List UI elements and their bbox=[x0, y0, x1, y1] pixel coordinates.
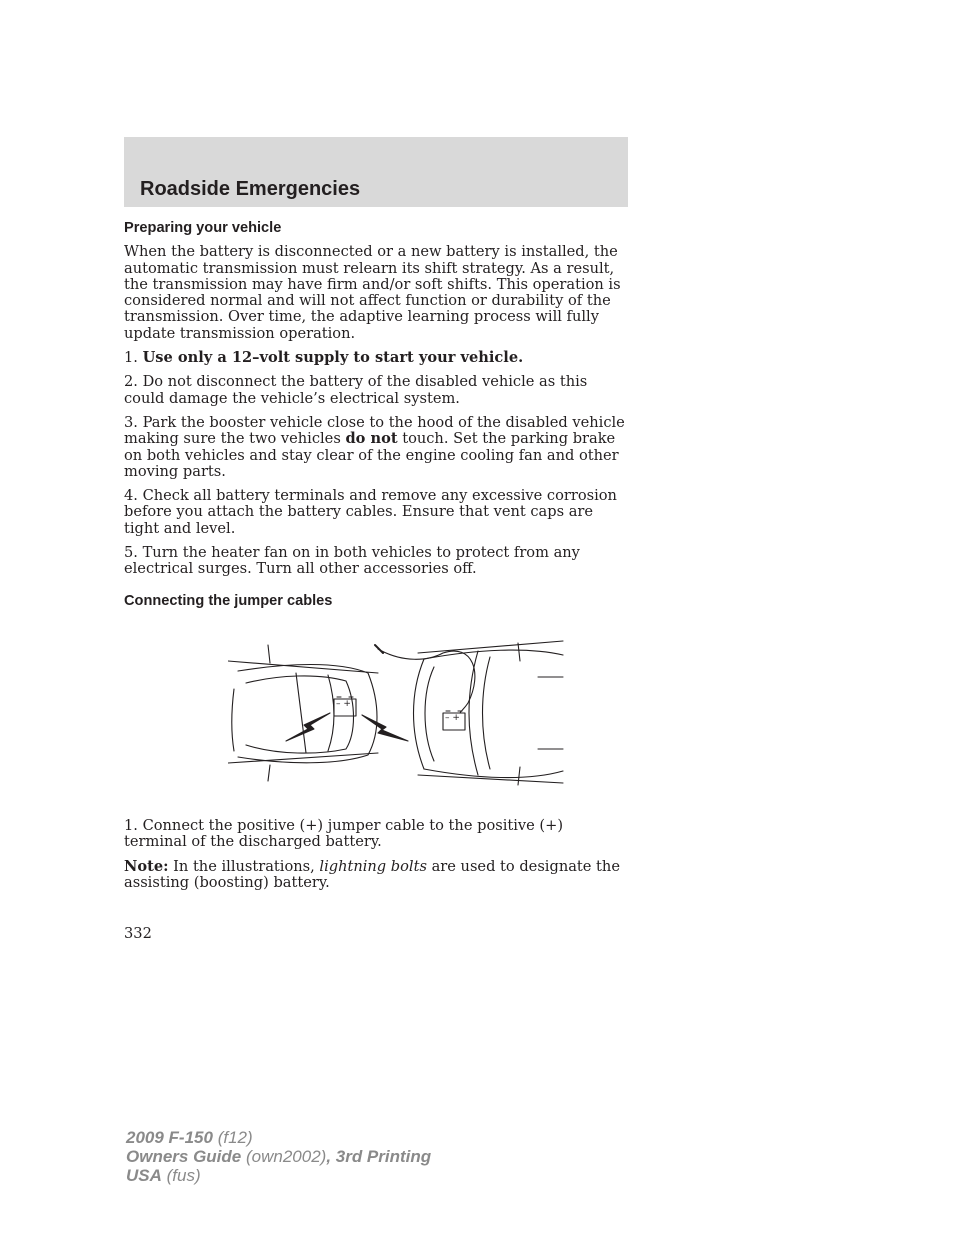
jumper-cable-illustration bbox=[228, 633, 568, 798]
step-3: 3. Park the booster vehicle close to the hood of the disabled vehicle making sure the two vehicles do not touch. Set the parking brake on both vehicles and stay clear of the engine cooling fan and other moving parts. bbox=[124, 413, 625, 480]
svg-text:– +: – + bbox=[336, 698, 351, 709]
page-number: 332 bbox=[124, 925, 152, 942]
heading-preparing: Preparing your vehicle bbox=[124, 220, 282, 236]
step-5: 5. Turn the heater fan on in both vehicles to protect from any electrical surges. Turn all other accessories off. bbox=[124, 544, 580, 578]
section-title: Roadside Emergencies bbox=[140, 178, 361, 200]
connect-step-1: 1. Connect the positive (+) jumper cable to the positive (+) terminal of the discharged battery. bbox=[124, 816, 564, 851]
disabled-vehicle bbox=[414, 641, 564, 785]
note-paragraph: Note: In the illustrations, lightning bolts are used to designate the assisting (boosting) battery. bbox=[124, 857, 620, 891]
jumper-cable bbox=[378, 649, 475, 713]
lightning-bolt-right bbox=[362, 715, 408, 741]
section-banner bbox=[124, 137, 628, 207]
step-4: 4. Check all battery terminals and remove any excessive corrosion before you attach the battery cables. Ensure that vent caps are tight and level. bbox=[124, 487, 617, 537]
lightning-bolt-left bbox=[286, 713, 330, 741]
svg-text:– +: – + bbox=[445, 712, 460, 723]
discharged-battery bbox=[443, 711, 465, 730]
step-2: 2. Do not disconnect the battery of the disabled vehicle as this could damage the vehicle’s electrical system. bbox=[124, 373, 588, 407]
page-content bbox=[124, 220, 629, 899]
intro-paragraph: When the battery is disconnected or a new battery is installed, the automatic transmission must relearn its shift strategy. As a result, the transmission may have firm and/or soft shifts. This operation is considered normal and will not affect function or durability of the transmission. Over time, the adaptive learning process will fully update transmission operation. bbox=[124, 243, 621, 342]
step-1: 1. Use only a 12–volt supply to start your vehicle. bbox=[124, 349, 524, 367]
heading-connecting: Connecting the jumper cables bbox=[124, 592, 333, 609]
document-footer: 2009 F-150 (f12) Owners Guide (own2002), 3rd Printing USA (fus) bbox=[126, 1128, 432, 1185]
